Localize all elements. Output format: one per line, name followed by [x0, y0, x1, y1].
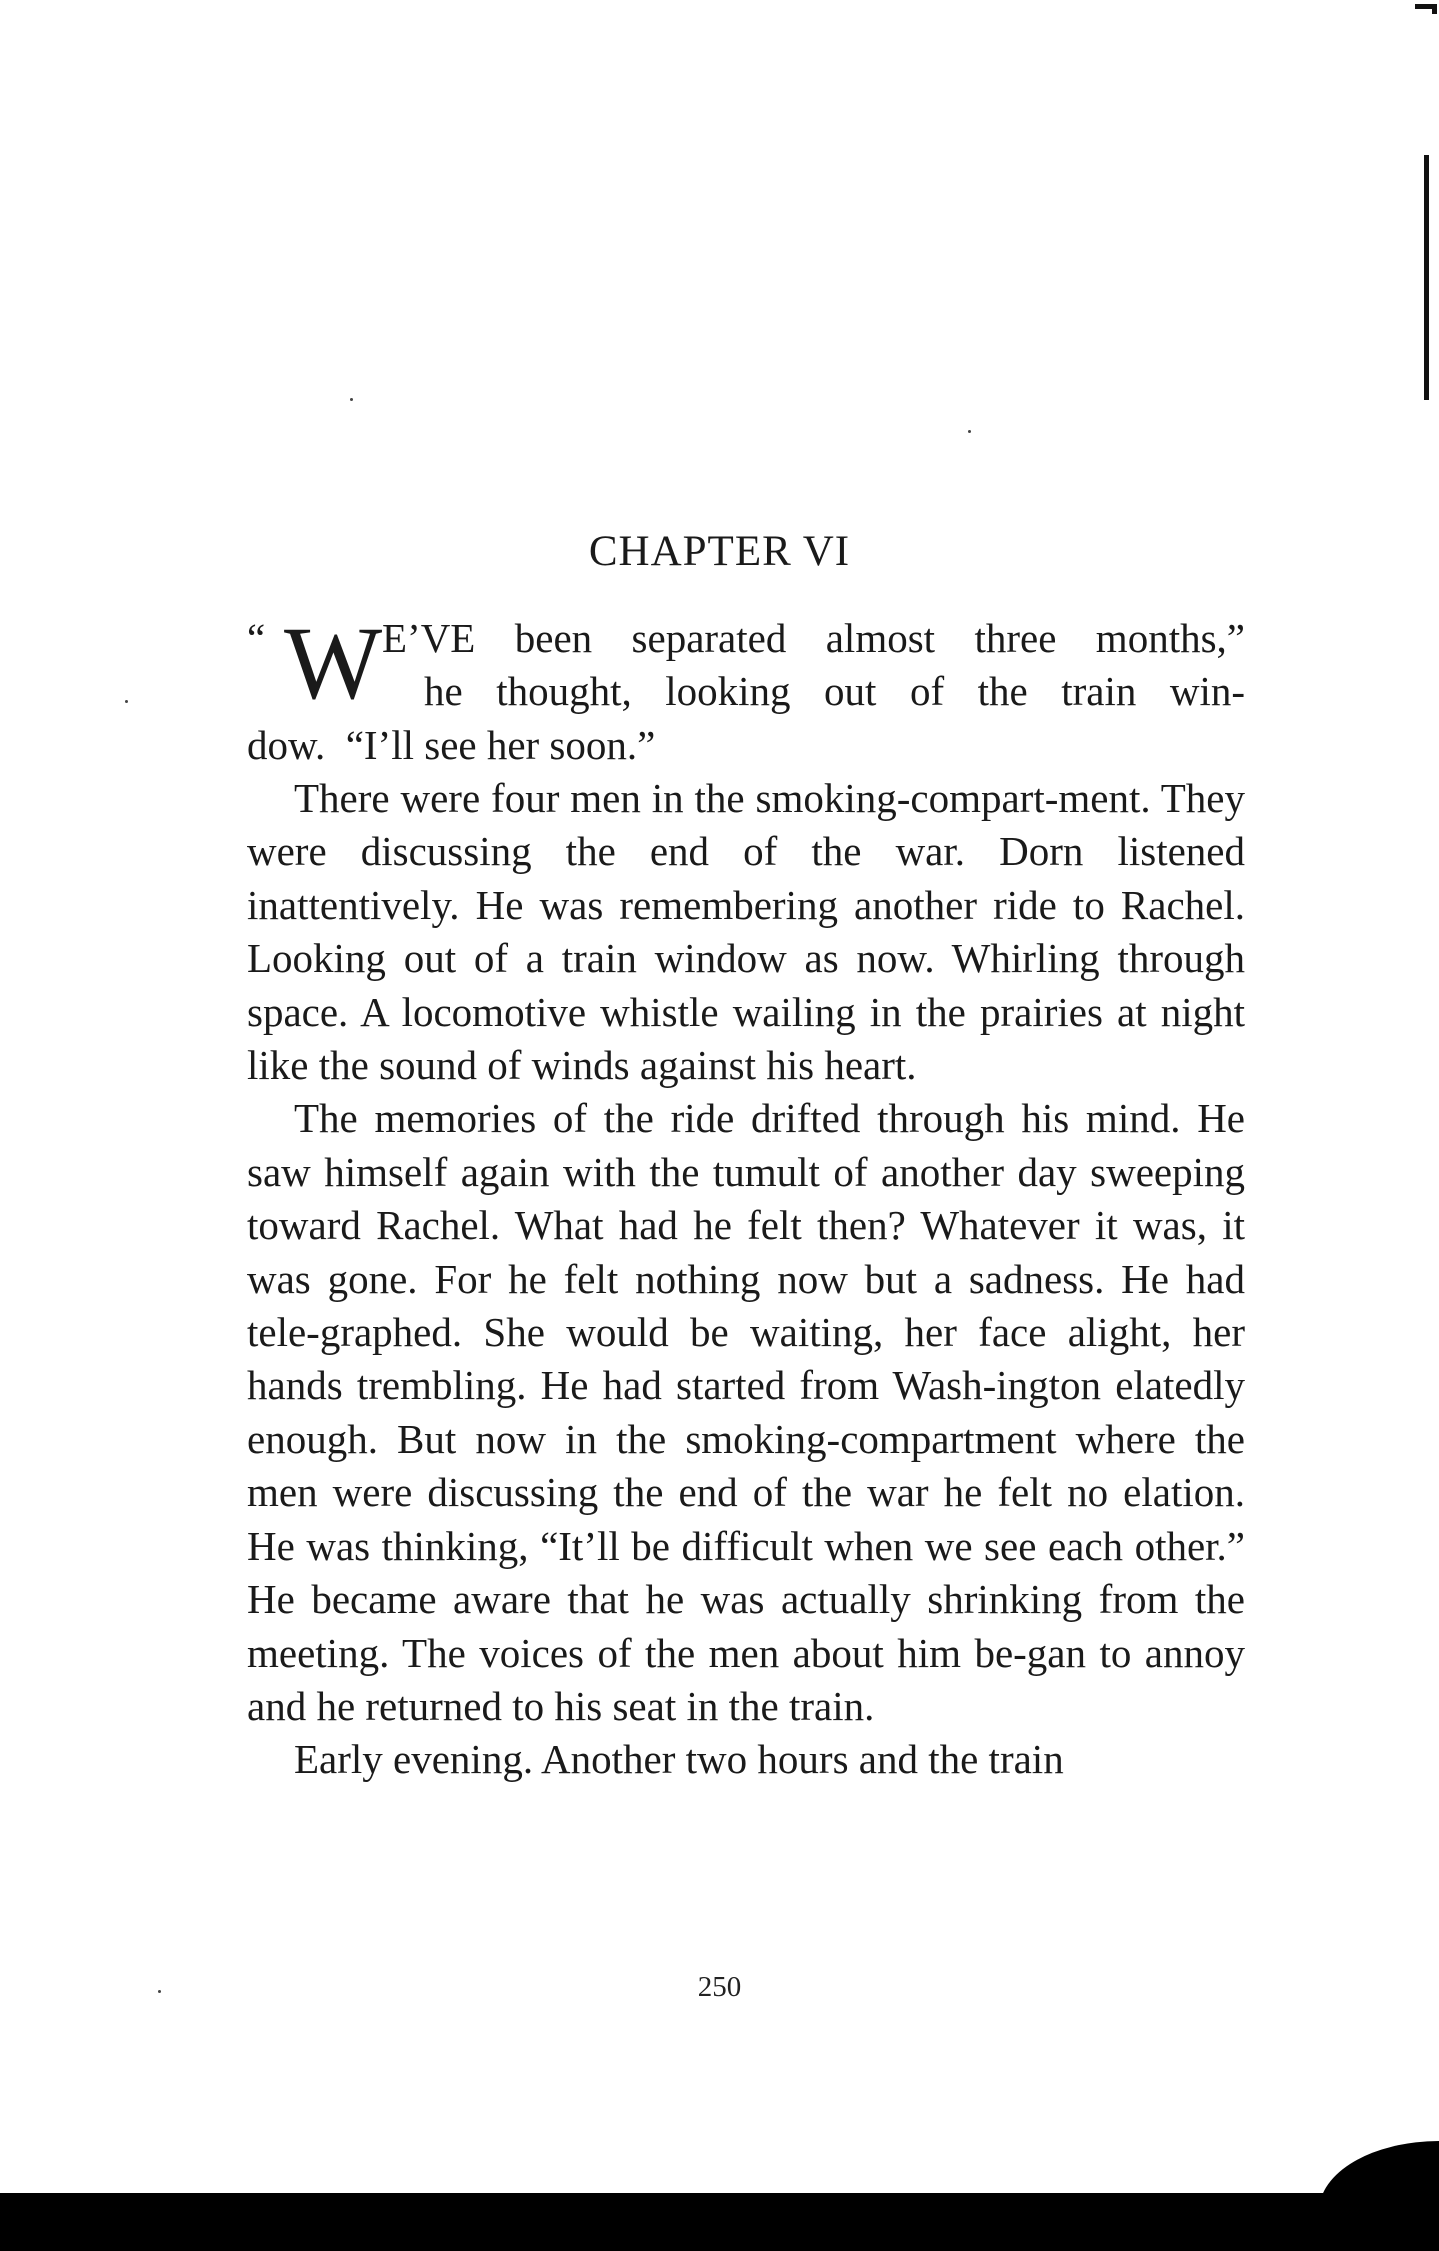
body-text [247, 606, 1245, 1787]
scan-edge-line [1424, 155, 1429, 400]
scan-speck [125, 700, 128, 703]
scan-speck [350, 398, 353, 401]
chapter-title: CHAPTER VI [588, 528, 851, 575]
opening-line-1: E’VE been separated almost three months,” [382, 615, 1245, 661]
drop-cap-letter: W [284, 606, 383, 721]
paragraph-early-evening: Early evening. Another two hours and the train [294, 1736, 1064, 1783]
page-number: 250 [697, 1971, 742, 2003]
paragraph-smoking-compartment: There were four men in the smoking-compart-ment. They were discussing the end of the war. Dorn listened inattentively. He was remembering another ride to Rachel. Looking out of a train window as now. Whirling through space. A locomotive whistle wailing in the prairies at night like the sound of winds against his heart. [247, 775, 1245, 1089]
opening-line-3: dow. “I’ll see her soon.” [247, 721, 656, 768]
opening-quote-mark: “ [247, 615, 266, 661]
paragraph-memories-of-ride: The memories of the ride drifted through his mind. He saw himself again with the tumult of another day sweeping toward Rachel. What had he felt then? Whatever it was, it was gone. For he felt nothing now but a sadness. He had tele-graphed. She would be waiting, her face alight, her hands trembling. He had started from Wash-ington elatedly enough. But now in the smoking-compartment where the men were discussing the end of the war he felt no elation. He was thinking, “It’ll be difficult when we see each other.” He became aware that he was actually shrinking from the meeting. The voices of the men about him be-gan to annoy and he returned to his seat in the train. [247, 1095, 1245, 1729]
opening-paragraph [247, 606, 1245, 772]
scan-corner-mark [1415, 4, 1437, 14]
scan-bottom-bar [0, 2193, 1439, 2251]
scan-speck [968, 430, 971, 433]
opening-line-2: he thought, looking out of the train win- [424, 668, 1245, 715]
